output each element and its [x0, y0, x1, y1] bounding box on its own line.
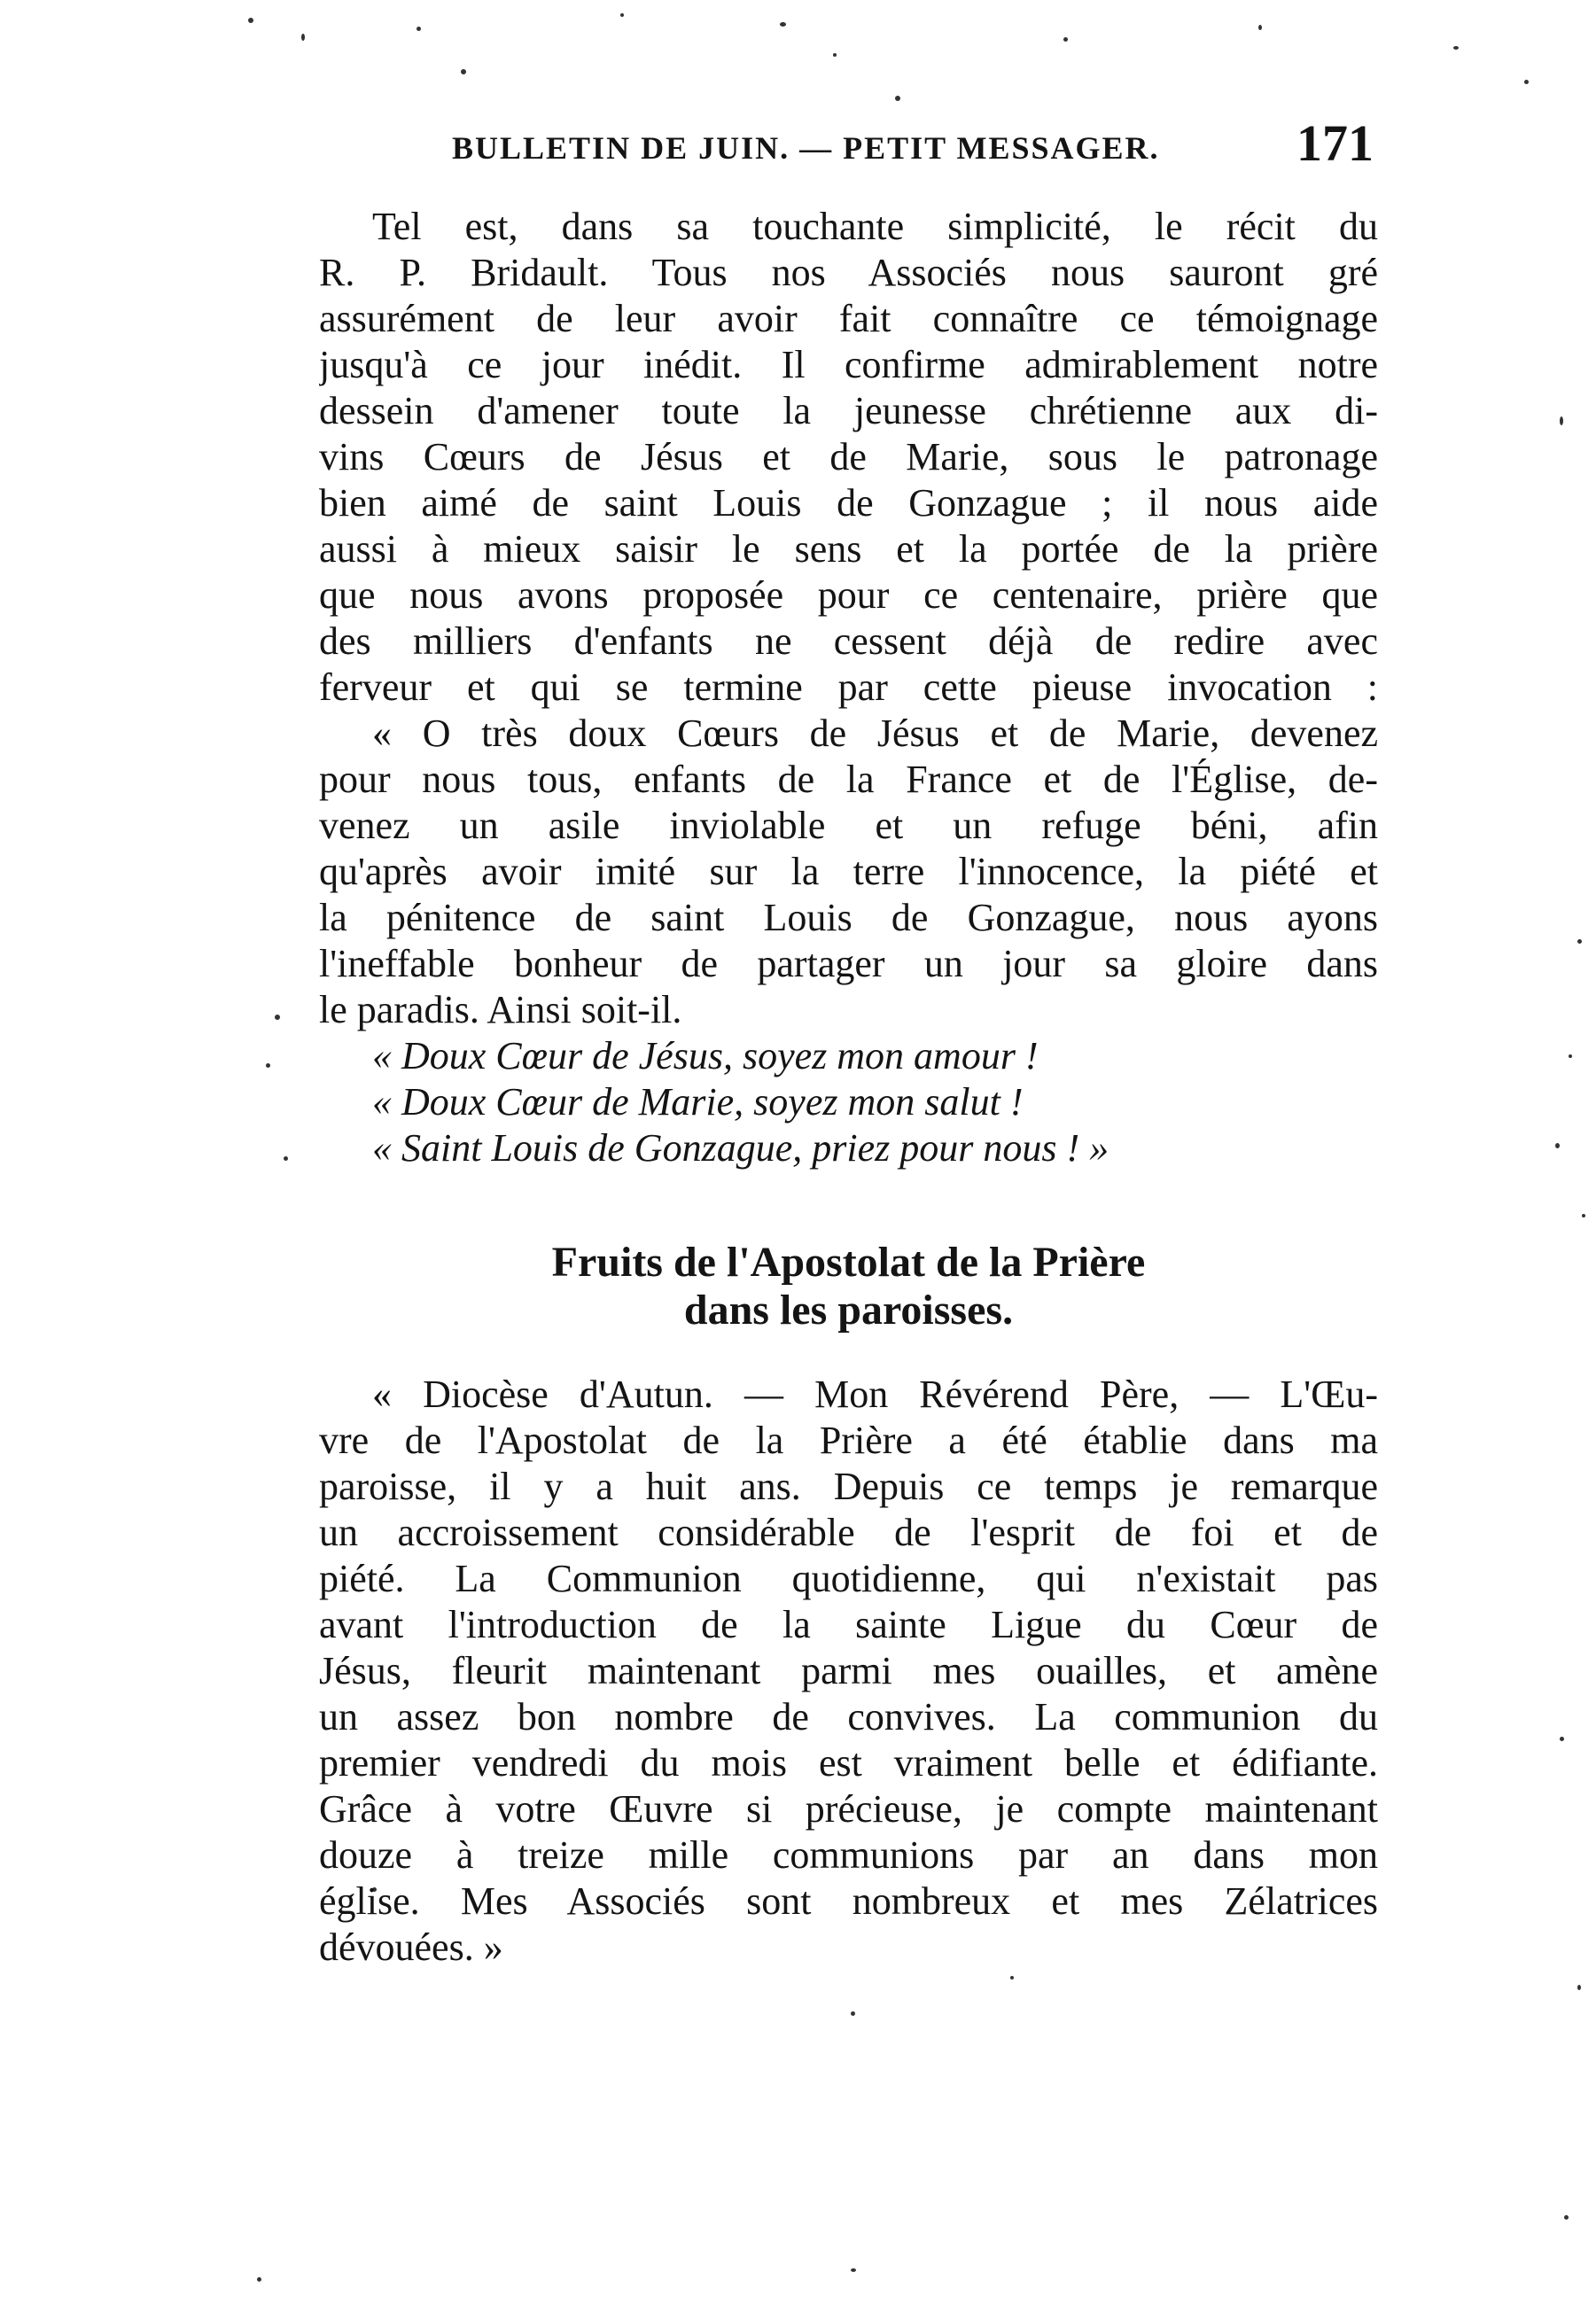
text-line: Grâce à votre Œuvre si précieuse, je compte maintenant: [319, 1787, 1378, 1831]
section-title-line: Fruits de l'Apostolat de la Prière: [551, 1239, 1146, 1286]
text-line: R. P. Bridault. Tous nos Associés nous sauront gré: [319, 251, 1378, 294]
text-line: aussi à mieux saisir le sens et la portée de la prière: [319, 527, 1378, 571]
text-line: « O très doux Cœurs de Jésus et de Marie, devenez: [372, 712, 1378, 755]
text-line: « Diocèse d'Autun. — Mon Révérend Père, — L'Œu-: [372, 1373, 1378, 1416]
text-line: assurément de leur avoir fait connaître ce témoignage: [319, 297, 1378, 340]
text-line: vre de l'Apostolat de la Prière a été établie dans ma: [319, 1419, 1378, 1462]
text-line: douze à treize mille communions par an dans mon: [319, 1833, 1378, 1877]
text-line: église. Mes Associés sont nombreux et mes Zélatrices: [319, 1879, 1378, 1923]
page-header: [452, 113, 1374, 184]
text-line: bien aimé de saint Louis de Gonzague ; il nous aide: [319, 481, 1378, 525]
text-line: l'ineffable bonheur de partager un jour sa gloire dans: [319, 942, 1378, 985]
text-line: vins Cœurs de Jésus et de Marie, sous le patronage: [319, 435, 1378, 478]
text-line: jusqu'à ce jour inédit. Il confirme admirablement notre: [319, 343, 1378, 386]
text-line: paroisse, il y a huit ans. Depuis ce temps je remarque: [319, 1465, 1378, 1508]
text-line: le paradis. Ainsi soit-il.: [319, 988, 682, 1031]
text-line: que nous avons proposée pour ce centenaire, prière que: [319, 573, 1378, 617]
text-line: dessein d'amener toute la jeunesse chrétienne aux di-: [319, 389, 1378, 432]
text-line: piété. La Communion quotidienne, qui n'existait pas: [319, 1557, 1378, 1600]
text-line: dévouées. »: [319, 1925, 503, 1969]
text-line: des milliers d'enfants ne cessent déjà de redire avec: [319, 619, 1378, 663]
running-head: BULLETIN DE JUIN. — PETIT MESSAGER.: [452, 130, 1160, 166]
text-line: avant l'introduction de la sainte Ligue du Cœur de: [319, 1603, 1378, 1646]
invocation-line: « Doux Cœur de Jésus, soyez mon amour !: [372, 1034, 1039, 1077]
page-number: 171: [1296, 114, 1374, 172]
text-line: venez un asile inviolable et un refuge béni, afin: [319, 804, 1378, 847]
text-line: la pénitence de saint Louis de Gonzague, nous ayons: [319, 896, 1378, 939]
invocation-line: « Saint Louis de Gonzague, priez pour nous ! »: [372, 1126, 1109, 1170]
text-line: Tel est, dans sa touchante simplicité, le récit du: [372, 205, 1378, 248]
text-line: ferveur et qui se termine par cette pieuse invocation :: [319, 665, 1378, 709]
text-line: qu'après avoir imité sur la terre l'innocence, la piété et: [319, 850, 1378, 893]
text-line: un assez bon nombre de convives. La communion du: [319, 1695, 1378, 1738]
invocation-line: « Doux Cœur de Marie, soyez mon salut !: [372, 1080, 1024, 1124]
text-line: un accroissement considérable de l'esprit de foi et de: [319, 1511, 1378, 1554]
section-title-line: dans les paroisses.: [683, 1287, 1014, 1334]
text-line: pour nous tous, enfants de la France et de l'Église, de-: [319, 758, 1378, 801]
text-line: Jésus, fleurit maintenant parmi mes ouailles, et amène: [319, 1649, 1378, 1692]
text-line: premier vendredi du mois est vraiment belle et édifiante.: [319, 1741, 1378, 1785]
